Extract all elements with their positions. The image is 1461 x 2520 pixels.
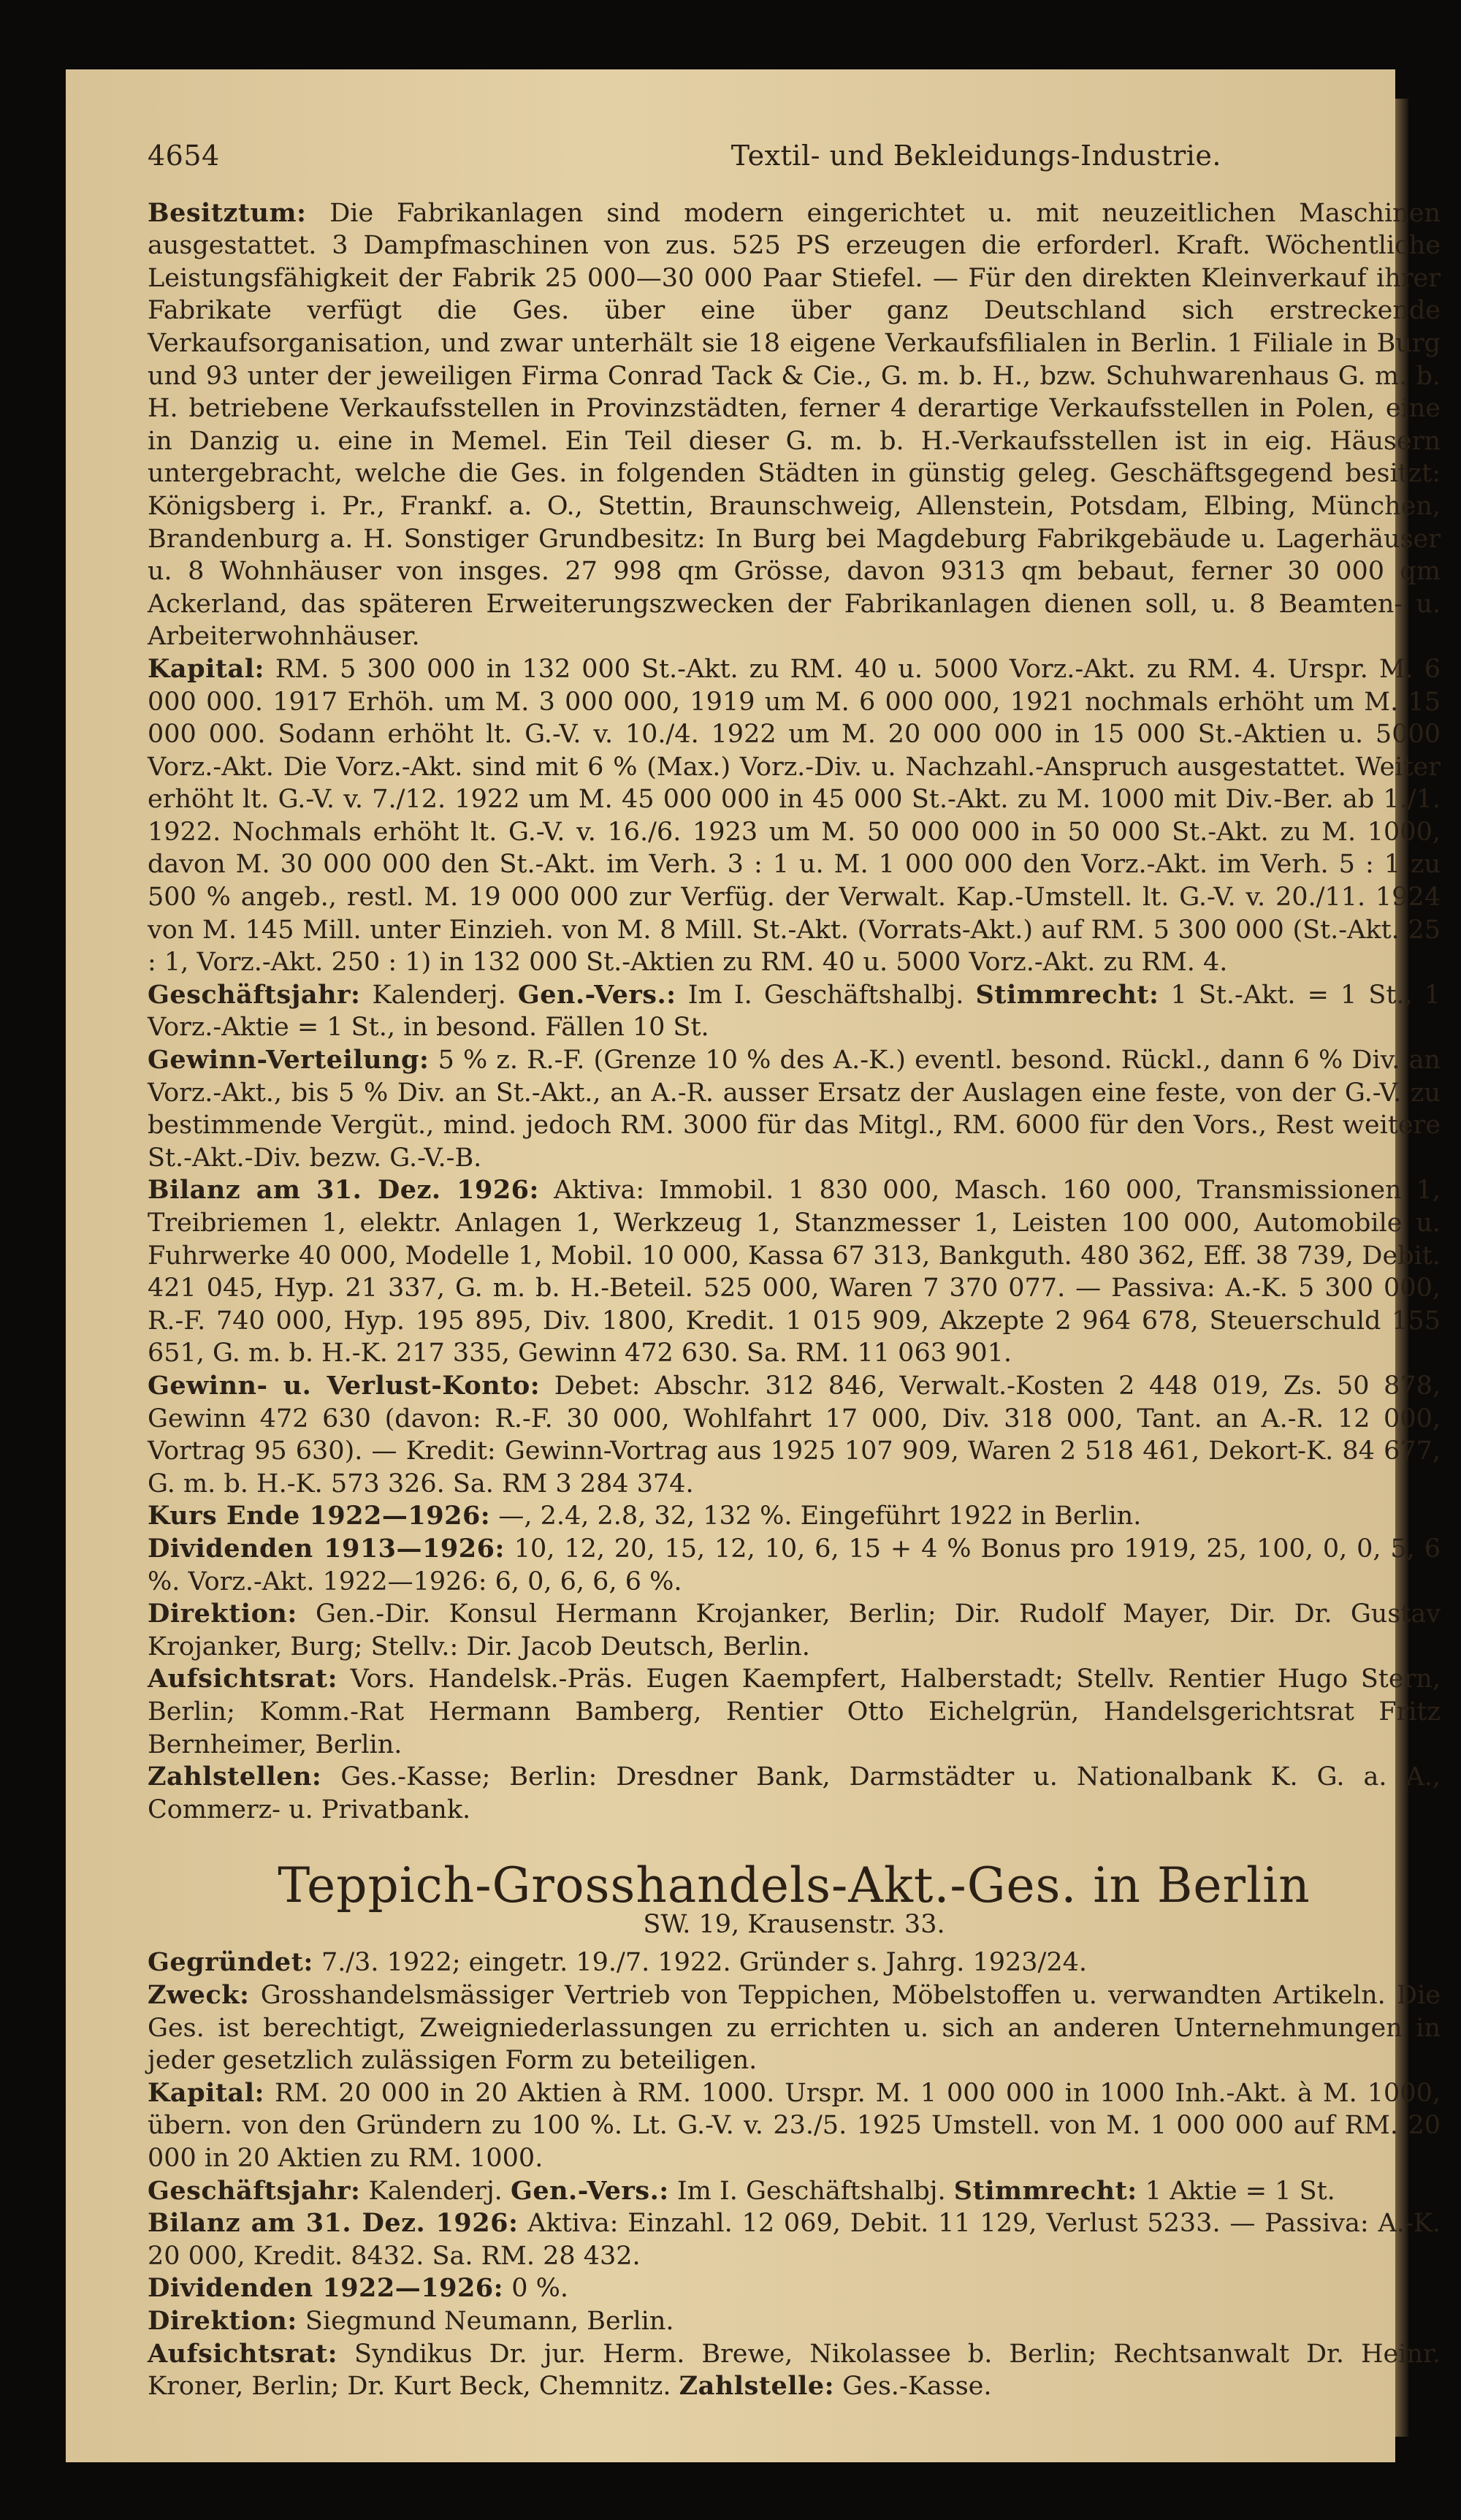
- entry-text: 5 % z. R.-F. (Grenze 10 % des A.-K.) eventl. besond. Rückl., dann 6 % Div. an Vorz.-Akt., bis 5 % Div. an St.-Akt., an A.-R. ausser Ersatz der Auslagen eine feste, von der G.-V. zu bestimmende Vergüt., mind. jedoch RM. 3000 für das Mitgl., RM. 6000 für den Vors., Rest weitere St.-Akt.-Div. bezw. G.-V.-B.: [148, 1046, 1441, 1173]
- company-entry-1: [148, 197, 1441, 1827]
- entry-dividenden: [148, 2272, 1441, 2305]
- entry-label: Besitztum:: [148, 197, 307, 228]
- entry-text: 10, 12, 20, 15, 12, 10, 6, 15 + 4 % Bonus pro 1919, 25, 100, 0, 0, 5, 6 %. Vorz.-Akt. 1922—1926: 6, 0, 6, 6, 6 %.: [148, 1534, 1441, 1596]
- entry-text: Gen.-Dir. Konsul Hermann Krojanker, Berlin; Dir. Rudolf Mayer, Dir. Dr. Gustav Krojanker, Burg; Stellv.: Dir. Jacob Deutsch, Berlin.: [148, 1599, 1441, 1661]
- entry-kurs: [148, 1500, 1441, 1533]
- entry-text: Grosshandelsmässiger Vertrieb von Teppichen, Möbelstoffen u. verwandten Artikeln. Die Ges. ist berechtigt, Zweigniederlassungen zu errichten u. sich an anderen Unternehmungen in jeder gesetzlich zulässigen Form zu beteiligen.: [148, 1981, 1441, 2076]
- entry-label: Gewinn-Verteilung:: [148, 1045, 430, 1076]
- page-content: [148, 140, 1441, 2403]
- entry-label: Gen.-Vers.:: [517, 979, 676, 1010]
- entry-text: 0 %.: [511, 2274, 569, 2304]
- entry-label: Zweck:: [148, 1980, 250, 2011]
- entry-label: Dividenden 1913—1926:: [148, 1533, 505, 1564]
- entry-label: Aufsichtsrat:: [148, 2338, 337, 2369]
- company-title: Teppich-Grosshandels-Akt.-Ges. in Berlin: [278, 1857, 1311, 1914]
- entry-label: Stimmrecht:: [975, 979, 1159, 1010]
- entry-text: Kalenderj.: [368, 2176, 503, 2206]
- entry-label: Geschäftsjahr:: [148, 2175, 361, 2206]
- running-header: [148, 140, 1251, 172]
- entry-text: Debet: Abschr. 312 846, Verwalt.-Kosten 2 448 019, Zs. 50 878, Gewinn 472 630 (davon: R.-F. 30 000, Wohlfahrt 17 000, Div. 318 000, Tant. an A.-R. 12 000, Vortrag 95 630). — Kredit: Gewinn-Vortrag aus 1925 107 909, Waren 2 518 461, Dekort-K. 84 677, G. m. b. H.-K. 573 326. Sa. RM 3 284 374.: [148, 1371, 1441, 1499]
- entry-direktion: [148, 2305, 1441, 2338]
- company-entry-2: [148, 1857, 1441, 2403]
- entry-kapital: [148, 2077, 1441, 2175]
- entry-zweck: [148, 1979, 1441, 2077]
- entry-label: Aufsichtsrat:: [148, 1664, 337, 1694]
- entry-bilanz: [148, 2207, 1441, 2272]
- entry-text: Aktiva: Einzahl. 12 069, Debit. 11 129, Verlust 5233. — Passiva: A.-K. 20 000, Kredit. 8432. Sa. RM. 28 432.: [148, 2209, 1441, 2271]
- entry-label: Stimmrecht:: [953, 2175, 1137, 2206]
- entry-text: 7./3. 1922; eingetr. 19./7. 1922. Gründer s. Jahrg. 1923/24.: [321, 1948, 1088, 1978]
- entry-text: Ges.-Kasse.: [842, 2372, 992, 2402]
- page-number: 4654: [148, 140, 220, 172]
- section-title: Textil- und Bekleidungs-Industrie.: [730, 140, 1221, 172]
- entry-besitztum: [148, 197, 1441, 653]
- entry-text: Ges.-Kasse; Berlin: Dresdner Bank, Darmstädter u. Nationalbank K. G. a. A., Commerz- u. Privatbank.: [148, 1762, 1441, 1824]
- entry-text: 1 St.-Akt. = 1 St., 1 Vorz.-Aktie = 1 St., in besond. Fällen 10 St.: [148, 980, 1441, 1043]
- entry-text: Kalenderj.: [372, 980, 506, 1010]
- entry-text: RM. 20 000 in 20 Aktien à RM. 1000. Urspr. M. 1 000 000 in 1000 Inh.-Akt. à M. 1000, übern. von den Gründern zu 100 %. Lt. G.-V. v. 23./5. 1925 Umstell. von M. 1 000 000 auf RM. 20 000 in 20 Aktien zu RM. 1000.: [148, 2078, 1441, 2174]
- entry-text: Im I. Geschäftshalbj.: [687, 980, 964, 1010]
- entry-aufsichtsrat: [148, 1663, 1441, 1761]
- entry-label: Direktion:: [148, 2306, 297, 2336]
- entry-text: RM. 5 300 000 in 132 000 St.-Akt. zu RM. 40 u. 5000 Vorz.-Akt. zu RM. 4. Urspr. M. 6 000 000. 1917 Erhöh. um M. 3 000 000, 1919 um M. 6 000 000, 1921 nochmals erhöht um M. 15 000 000. Sodann erhöht lt. G.-V. v. 10./4. 1922 um M. 20 000 000 in 15 000 St.-Aktien u. 5000 Vorz.-Akt. Die Vorz.-Akt. sind mit 6 % (Max.) Vorz.-Div. u. Nachzahl.-Anspruch ausgestattet. Weiter erhöht lt. G.-V. v. 7./12. 1922 um M. 45 000 000 in 45 000 St.-Akt. zu M. 1000 mit Div.-Ber. ab 1./1. 1922. Nochmals erhöht lt. G.-V. v. 16./6. 1923 um M. 50 000 000 in 50 000 St.-Akt. zu M. 1000, davon M. 30 000 000 den St.-Akt. im Verh. 3 : 1 u. M. 1 000 000 den Vorz.-Akt. im Verh. 5 : 1 zu 500 % angeb., restl. M. 19 000 000 zur Verfüg. der Verwalt. Kap.-Umstell. lt. G.-V. v. 20./11. 1924 von M. 145 Mill. unter Einzieh. von M. 8 Mill. St.-Akt. (Vorrats-Akt.) auf RM. 5 300 000 (St.-Akt. 25 : 1, Vorz.-Akt. 250 : 1) in 132 000 St.-Aktien zu RM. 40 u. 5000 Vorz.-Akt. zu RM. 4.: [148, 654, 1441, 978]
- entry-text: Die Fabrikanlagen sind modern eingerichtet u. mit neuzeitlichen Maschinen ausgestattet. 3 Dampfmaschinen von zus. 525 PS erzeugen die erforderl. Kraft. Wöchentliche Leistungsfähigkeit der Fabrik 25 000—30 000 Paar Stiefel. — Für den direkten Kleinverkauf ihrer Fabrikate verfügt die Ges. über eine über ganz Deutschland sich erstreckende Verkaufsorganisation, und zwar unterhält sie 18 eigene Verkaufsfilialen in Berlin. 1 Filiale in Burg und 93 unter der jeweiligen Firma Conrad Tack & Cie., G. m. b. H., bzw. Schuhwarenhaus G. m. b. H. betriebene Verkaufsstellen in Provinzstädten, ferner 4 derartige Verkaufsstellen in Polen, eine in Danzig u. eine in Memel. Ein Teil dieser G. m. b. H.-Verkaufsstellen ist in eig. Häusern untergebracht, welche die Ges. in folgenden Städten in günstig geleg. Geschäftsgegend besitzt: Königsberg i. Pr., Frankf. a. O., Stettin, Braunschweig, Allenstein, Potsdam, Elbing, München, Brandenburg a. H. Sonstiger Grundbesitz: In Burg bei Magdeburg Fabrikgebäude u. Lagerhäuser u. 8 Wohnhäuser von insges. 27 998 qm Grösse, davon 9313 qm bebaut, ferner 30 000 qm Ackerland, das späteren Erweiterungszwecken der Fabrikanlagen dienen soll, u. 8 Beamten- u. Arbeiterwohnhäuser.: [148, 198, 1441, 652]
- entry-text: Im I. Geschäftshalbj.: [676, 2176, 946, 2206]
- entry-gewinn-verlust: [148, 1370, 1441, 1500]
- entry-label: Bilanz am 31. Dez. 1926:: [148, 2208, 519, 2239]
- entry-label: Kapital:: [148, 2077, 264, 2108]
- entry-geschaeftsjahr: [148, 979, 1441, 1044]
- entry-label: Direktion:: [148, 1599, 297, 1629]
- entry-text: Siegmund Neumann, Berlin.: [305, 2307, 674, 2336]
- entry-geschaeftsjahr: [148, 2175, 1441, 2208]
- entry-dividenden: [148, 1533, 1441, 1598]
- entry-gegruendet: [148, 1946, 1441, 1979]
- entry-zahlstellen: [148, 1761, 1441, 1826]
- entry-label: Gen.-Vers.:: [510, 2175, 669, 2206]
- entry-kapital: [148, 653, 1441, 979]
- entry-label: Zahlstellen:: [148, 1762, 322, 1792]
- entry-aufsichtsrat: [148, 2338, 1441, 2403]
- entry-label: Gewinn- u. Verlust-Konto:: [148, 1370, 541, 1401]
- book-page: [66, 69, 1441, 2462]
- entry-text: —, 2.4, 2.8, 32, 132 %. Eingeführt 1922 in Berlin.: [498, 1501, 1142, 1531]
- entry-text: Vors. Handelsk.-Präs. Eugen Kaempfert, Halberstadt; Stellv. Rentier Hugo Stern, Berlin; Komm.-Rat Hermann Bamberg, Rentier Otto Eichelgrün, Handelsgerichtsrat Fritz Bernheimer, Berlin.: [148, 1664, 1441, 1759]
- entry-label: Gegründet:: [148, 1947, 313, 1978]
- entry-label: Bilanz am 31. Dez. 1926:: [148, 1175, 539, 1206]
- entry-gewinn-verteilung: [148, 1044, 1441, 1174]
- entry-label: Zahlstelle:: [679, 2371, 835, 2402]
- entry-label: Kapital:: [148, 653, 264, 684]
- entry-label: Geschäftsjahr:: [148, 979, 361, 1010]
- entry-label: Kurs Ende 1922—1926:: [148, 1501, 491, 1531]
- entry-bilanz: [148, 1174, 1441, 1370]
- entry-text: Syndikus Dr. jur. Herm. Brewe, Nikolassee b. Berlin; Rechtsanwalt Dr. Heinr. Kroner, Berlin; Dr. Kurt Beck, Chemnitz.: [148, 2339, 1441, 2402]
- entry-text: 1 Aktie = 1 St.: [1145, 2176, 1335, 2206]
- entry-label: Dividenden 1922—1926:: [148, 2273, 504, 2304]
- company-address: SW. 19, Krausenstr. 33.: [643, 1909, 945, 1939]
- entry-text: Aktiva: Immobil. 1 830 000, Masch. 160 000, Transmissionen 1, Treibriemen 1, elektr. Anlagen 1, Werkzeug 1, Stanzmesser 1, Leisten 100 000, Automobile u. Fuhrwerke 40 000, Modelle 1, Mobil. 10 000, Kassa 67 313, Bankguth. 480 362, Eff. 38 739, Debit. 421 045, Hyp. 21 337, G. m. b. H.-Beteil. 525 000, Waren 7 370 077. — Passiva: A.-K. 5 300 000, R.-F. 740 000, Hyp. 195 895, Div. 1800, Kredit. 1 015 909, Akzepte 2 964 678, Steuerschuld 155 651, G. m. b. H.-K. 217 335, Gewinn 472 630. Sa. RM. 11 063 901.: [148, 1176, 1441, 1369]
- entry-direktion: [148, 1598, 1441, 1663]
